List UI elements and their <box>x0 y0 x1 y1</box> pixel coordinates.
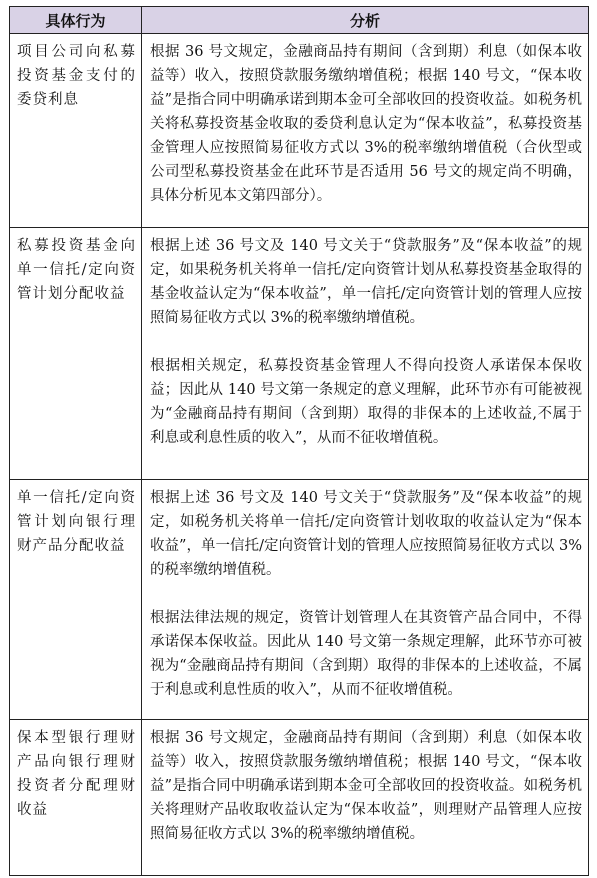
behavior-cell: 私募投资基金向单一信托/定向资管计划分配收益 <box>10 228 142 480</box>
header-row <box>10 7 589 34</box>
analysis-paragraph: 根据法律法规的规定，资管计划管理人在其资管产品合同中，不得承诺保本保收益。因此从 140 号文第一条规定理解，此环节亦可被视为“金融商品持有期间（含到期）取得的非保本的上述收益，不属于利息或利息性质的收入”，从而不征收增值税。 <box>150 610 582 698</box>
analysis-cell <box>142 480 589 720</box>
analysis-paragraph: 根据上述 36 号文及 140 号文关于“贷款服务”及“保本收益”的规定，如税务机关将单一信托/定向资管计划收取的收益认定为“保本收益”，单一信托/定向资管计划的管理人应按照简易征收方式以 3%的税率缴纳增值税。 <box>150 490 582 578</box>
behavior-cell: 单一信托/定向资管计划向银行理财产品分配收益 <box>10 480 142 720</box>
analysis-paragraph: 根据相关规定，私募投资基金管理人不得向投资人承诺保本保收益；因此从 140 号文第一条规定的意义理解，此环节亦有可能被视为“金融商品持有期间（含到期）取得的非保本的上述收益,不属于利息或利息性质的收入”，从而不征收增值税。 <box>150 358 582 446</box>
analysis-paragraph: 根据上述 36 号文及 140 号文关于“贷款服务”及“保本收益”的规定，如果税务机关将单一信托/定向资管计划从私募投资基金取得的基金收益认定为“保本收益”，单一信托/定向资管计划的管理人应按照简易征收方式以 3%的税率缴纳增值税。 <box>150 238 582 326</box>
analysis-paragraph: 根据 36 号文规定，金融商品持有期间（含到期）利息（如保本收益等）收入，按照贷款服务缴纳增值税；根据 140 号文，“保本收益”是指合同中明确承诺到期本金可全部收回的投资收益。如税务机关将私募投资基金收取的委贷利息认定为“保本收益”，私募投资基金管理人应按照简易征收方式以 3%的税率缴纳增值税（合伙型或公司型私募投资基金在此环节是否适用 56 号文的规定尚不明确，具体分析见本文第四部分）。 <box>150 44 582 204</box>
header-analysis: 分析 <box>142 7 589 34</box>
table-row <box>10 480 589 720</box>
analysis-paragraph: 根据 36 号文规定，金融商品持有期间（含到期）利息（如保本收益等）收入，按照贷款服务缴纳增值税；根据 140 号文，“保本收益”是指合同中明确承诺到期本金可全部收回的投资收益。如税务机关将理财产品收取收益认定为“保本收益”，则理财产品管理人应按照简易征收方式以 3%的税率缴纳增值税。 <box>150 730 582 842</box>
behavior-cell: 保本型银行理财产品向银行理财投资者分配理财收益 <box>10 720 142 876</box>
analysis-cell <box>142 720 589 876</box>
analysis-cell <box>142 34 589 228</box>
table-row <box>10 720 589 876</box>
analysis-table <box>9 6 589 876</box>
table-row <box>10 228 589 480</box>
header-behavior: 具体行为 <box>10 7 142 34</box>
table-row <box>10 34 589 228</box>
behavior-cell: 项目公司向私募投资基金支付的委贷利息 <box>10 34 142 228</box>
analysis-cell <box>142 228 589 480</box>
